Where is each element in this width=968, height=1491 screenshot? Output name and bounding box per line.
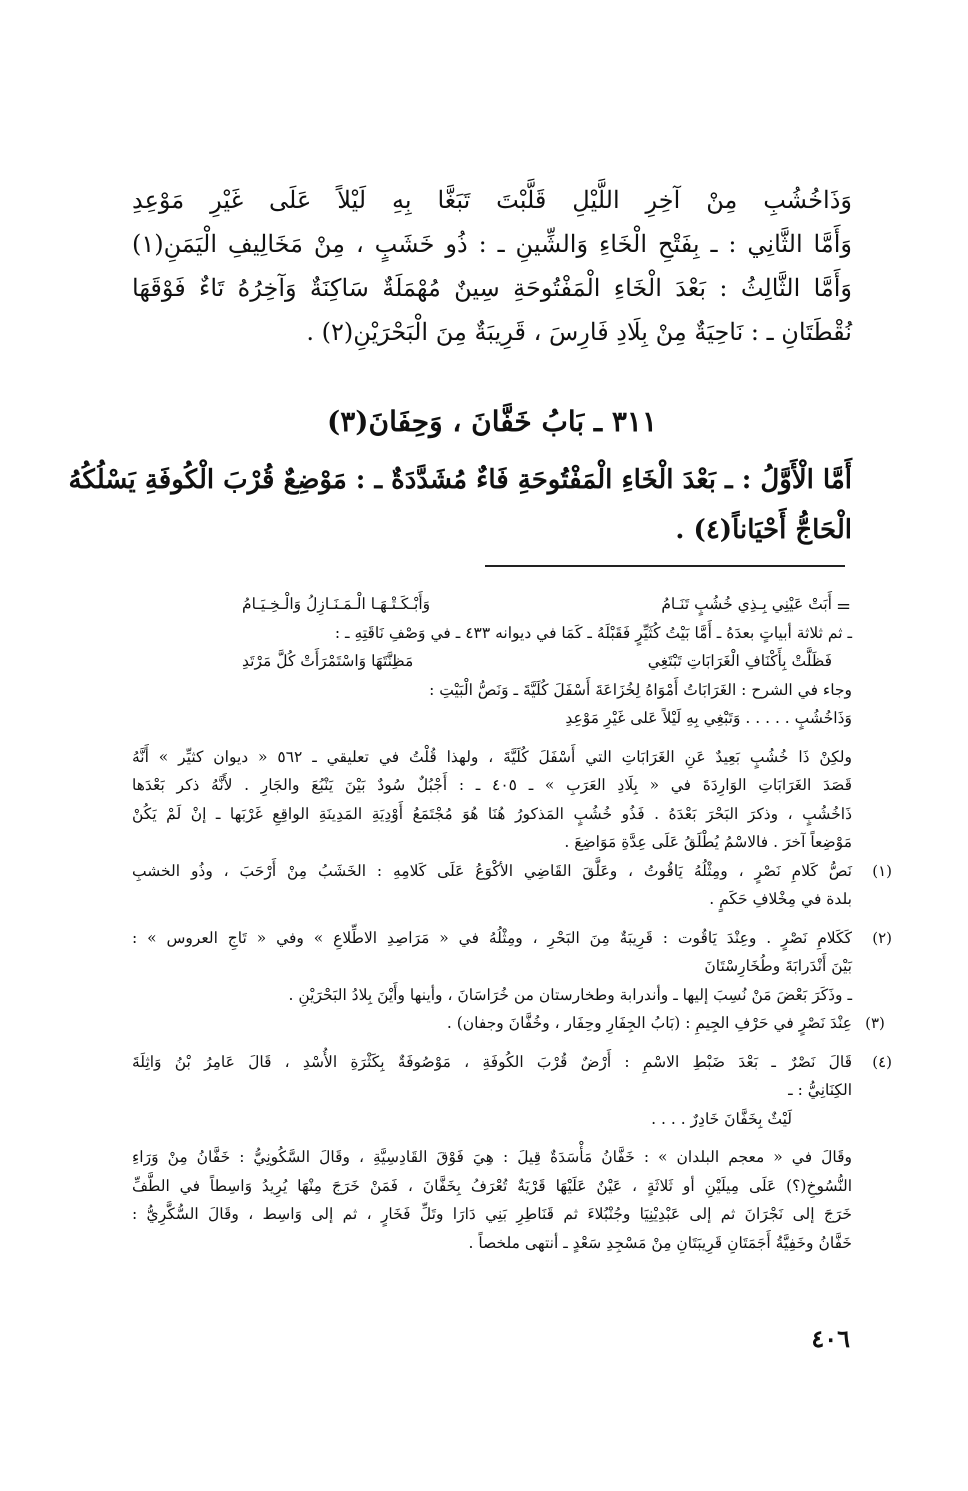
footnote-line: وجاء في الشرح : الغَرَابَاتُ أَمْوَاهُ لِخُزَاعَةَ أَسْفَلَ كُلَيَّةَ ـ وَنَصُّ الْبَيْتِ :: [429, 680, 852, 699]
footnote-number: (٢): [872, 928, 892, 947]
verse-line: وَذَاخُشُبٍ . . . . . وَتَبْغِي بِهِ لَيْلاً عَلى غَيْرِ مَوْعِدِ: [565, 709, 852, 727]
chapter-title: ٣١١ ـ بَابُ خَفَّانَ ، وَحِفَانَ(٣): [327, 405, 657, 438]
footnote-line: خَفَّانُ وخَفِيَّةُ أَجَمَتَانِ قَرِيبَتَانِ مِنْ مَسْجِدِ سَعْدٍ ـ أنتهى ملخصاً .: [468, 1233, 852, 1252]
verse-hemistich: وَأَبْـكَـتْـهَـا الْـمَـنَـازِلُ وَالْـخِـيَـامُ: [242, 595, 431, 613]
verse-hemistich: مَظِنَّتَهَا وَاسْتَمْرَأَتْ كُلَّ مَرْتَدِ: [242, 652, 414, 670]
footnote-number: (١): [872, 861, 892, 880]
footnote-4: [132, 1048, 892, 1077]
main-text-line: نُقْطَتَانِ ـ : نَاحِيَةٌ مِنْ بِلَادِ فَارِسَ ، قَرِيبَةٌ مِنَ الْبَحْرَيْنِ(٢) .: [306, 318, 852, 346]
footnote-2: [132, 924, 892, 953]
footnote-line: ـ ثم ثلاثة أبياتٍ بعدَهُ ـ أَمَّا بَيْتُ كُثَيِّرٍ فَقَبْلَهُ ـ كَمَا في ديوانه ٤٣٣ ـ في وَصْفِ نَاقَتِهِ ـ :: [334, 623, 852, 642]
page-number: ٤٠٦: [811, 1324, 850, 1353]
footnote-text: قَالَ نَصْرٌ ـ بَعْدَ ضَبْطِ الاسْمِ : أَرْضٌ قُرْبَ الكُوفَةِ ، مَوْصُوفَةٌ بِكَثْرَةِ الأُسْدِ ، قَالَ عَامِرُ بْنُ وَاثِلَةَ: [132, 1052, 852, 1071]
footnote-3: [132, 1009, 885, 1038]
footnote-line: بلدة في مِخْلافِ حَكَمٍ .: [709, 890, 852, 908]
verse-hemistich: أَبَتْ عَيْنِي بِـذِي خُشُبٍ تَنَـامُ: [661, 595, 832, 613]
footnote-text: عِنْدَ نَصْرٍ في حَرْفِ الجِيمِ : (بَابُ الجِفَارِ وحِفَار ، وخُفَّانَ وجفان) .: [446, 1014, 852, 1032]
footnote-1: [132, 857, 892, 886]
verse-line: لَيْثٌ بِخَفَّانَ خَادِرٌ . . . .: [651, 1109, 792, 1128]
main-text: [132, 178, 852, 354]
main-text-line: وَذَاخُشُبِ مِنْ آخِرِ اللَّيْلِ قَلَّبْتَ تَبَغَّا بِهِ لَيْلاً عَلَى غَيْرِ مَوْعِدِ: [132, 186, 852, 214]
main-text-line: وَأَمَّا الثَّانِي : ـ بِفَتْحِ الْخَاءِ وَالشِّينِ ـ : ذُو خَشَبٍ ، مِنْ مَخَالِيفِ الْيَمَنِ(١): [132, 230, 852, 258]
footnote-line: ولكِنْ ذَا خُشُبٍ بَعِيدٌ عَنِ الغَرَابَاتِ التي أَسْفَلَ كُلَيَّةَ ، ولهذا قُلْتُ في تعليقي ـ ٥٦٢ « ديوان كثيِّر » أَنَّهُ: [132, 747, 852, 766]
footnote-line: بَيْنَ أَنْدَرابَةَ وطُخَارِسْتَانَ: [704, 957, 852, 975]
footnote-line: النُّسُوخِ(؟) عَلَى مِيلَيْنِ أو ثَلاثَةٍ ، عَيْنٌ عَلَيْهَا قَرْيَةٌ تُعْرَفُ بِخَفَّانَ ، فَمَنْ خَرَجَ مِنْهَا يُرِيدُ وَاسِطاً في الطَّفِّ: [132, 1176, 853, 1195]
chapter-paragraph: [68, 455, 852, 555]
footnote-line: خَرَجَ إلى نَجْرَانَ ثم إلى عَبْدِيْنِيَا وجُنْبُلاءَ ثم قَنَاطِرِ بَنِي دَارَا وتَلِّ فَخَارٍ ، ثم إلى وَاسِط ، وقَالَ السُّكَّرِيُّ :: [132, 1205, 852, 1223]
verse-hemistich: فَظَلَّتْ بِأَكْنَافِ الْغَرَابَاتِ تَبْتَغِي: [647, 652, 832, 670]
verse-line: [132, 590, 852, 619]
footnote-number: (٤): [872, 1052, 892, 1071]
footnotes: [132, 590, 892, 1257]
footnote-text: كَكَلامِ نَصْرٍ . وعِنْدَ يَاقُوت : قَرِيبَةٌ مِنَ البَحْرِ ، ومِثْلُهُ في « مَرَاصِدِ الاطِّلاعِ » وفي « تَاجِ العروس » :: [132, 928, 852, 947]
footnote-line: وقَالَ في « معجم البلدان » : خَفَّانُ مَأْسَدَةٌ قِيلَ : هِيَ فَوْقَ القَادِسِيَّةِ ، وقَالَ السَّكُونِيُّ : خَفَّانُ مِنْ وَرَاءِ: [132, 1148, 852, 1166]
main-text-line: وَأَمَّا الثَّالِثُ : بَعْدَ الْخَاءِ الْمَفْتُوحَةِ سِينٌ مُهْمَلَةٌ سَاكِنَةٌ وَآخِرُهُ تَاءٌ فَوْقَهَا: [132, 274, 852, 302]
footnote-text: نَصُّ كَلامِ نَصْرٍ ، ومِثْلُهُ يَاقُوتُ ، وعَلَّقَ القَاضِي الأكْوَعُ عَلَى كَلامِهِ : الخَشَبُ مِنْ أَرْحَبَ ، وذُو الخشبِ: [132, 861, 852, 880]
footnote-line: مَوْضِعاً آخرَ . فالاسْمُ يُطْلَقُ عَلَى عِدَّةِ مَوَاضِعَ .: [564, 833, 852, 851]
chapter-paragraph-line: أَمَّا الْأَوَّلُ : ـ بَعْدَ الْخَاءِ الْمَفْتُوحَةِ فَاءٌ مُشَدَّدَةٌ ـ : مَوْضِعٌ قُرْبَ الْكُوفَةِ يَسْلُكُهُ: [68, 465, 852, 495]
continuation-marker: =: [836, 596, 852, 617]
footnote-number: (٣): [865, 1014, 885, 1032]
footnote-line: قَصَدَ الغَرَابَاتِ الوَارِدَةَ في « بِلَادِ العَرَبِ » ـ ٤٠٥ ـ : أَجْبُلٌ سُودٌ بَيْنَ يَنْبُعَ والجَارِ . لأَنَّهُ ذكر بَعْدَها: [132, 776, 852, 794]
footnote-separator: [485, 565, 845, 567]
chapter-paragraph-line: الْحَاجُّ أَحْيَاناً(٤) .: [675, 515, 852, 545]
footnote-line: ـ وذَكَرَ بَعْضَ مَنْ نُسِبَ إليها ـ وأندرابة وطخارستان من خُرَاسَانَ ، وأينها وأَيْنَ بِلادُ البَحْرَيْنِ .: [288, 985, 852, 1004]
verse-line: [132, 647, 852, 676]
footnote-line: الكِنَانِيُّ : ـ: [788, 1081, 852, 1099]
footnote-line: ذَاخُشُبٍ ، وذكرَ البَحْرَ بَعْدَهُ . فَذُو خُشُبٍ المَذكورُ هُنَا هُوَ مُجْتَمَعُ أَوْدِيَةِ المَدِينَةِ الواقِعِ غَرْبَها ـ إنْ لَمْ يَكُنْ: [132, 804, 852, 823]
